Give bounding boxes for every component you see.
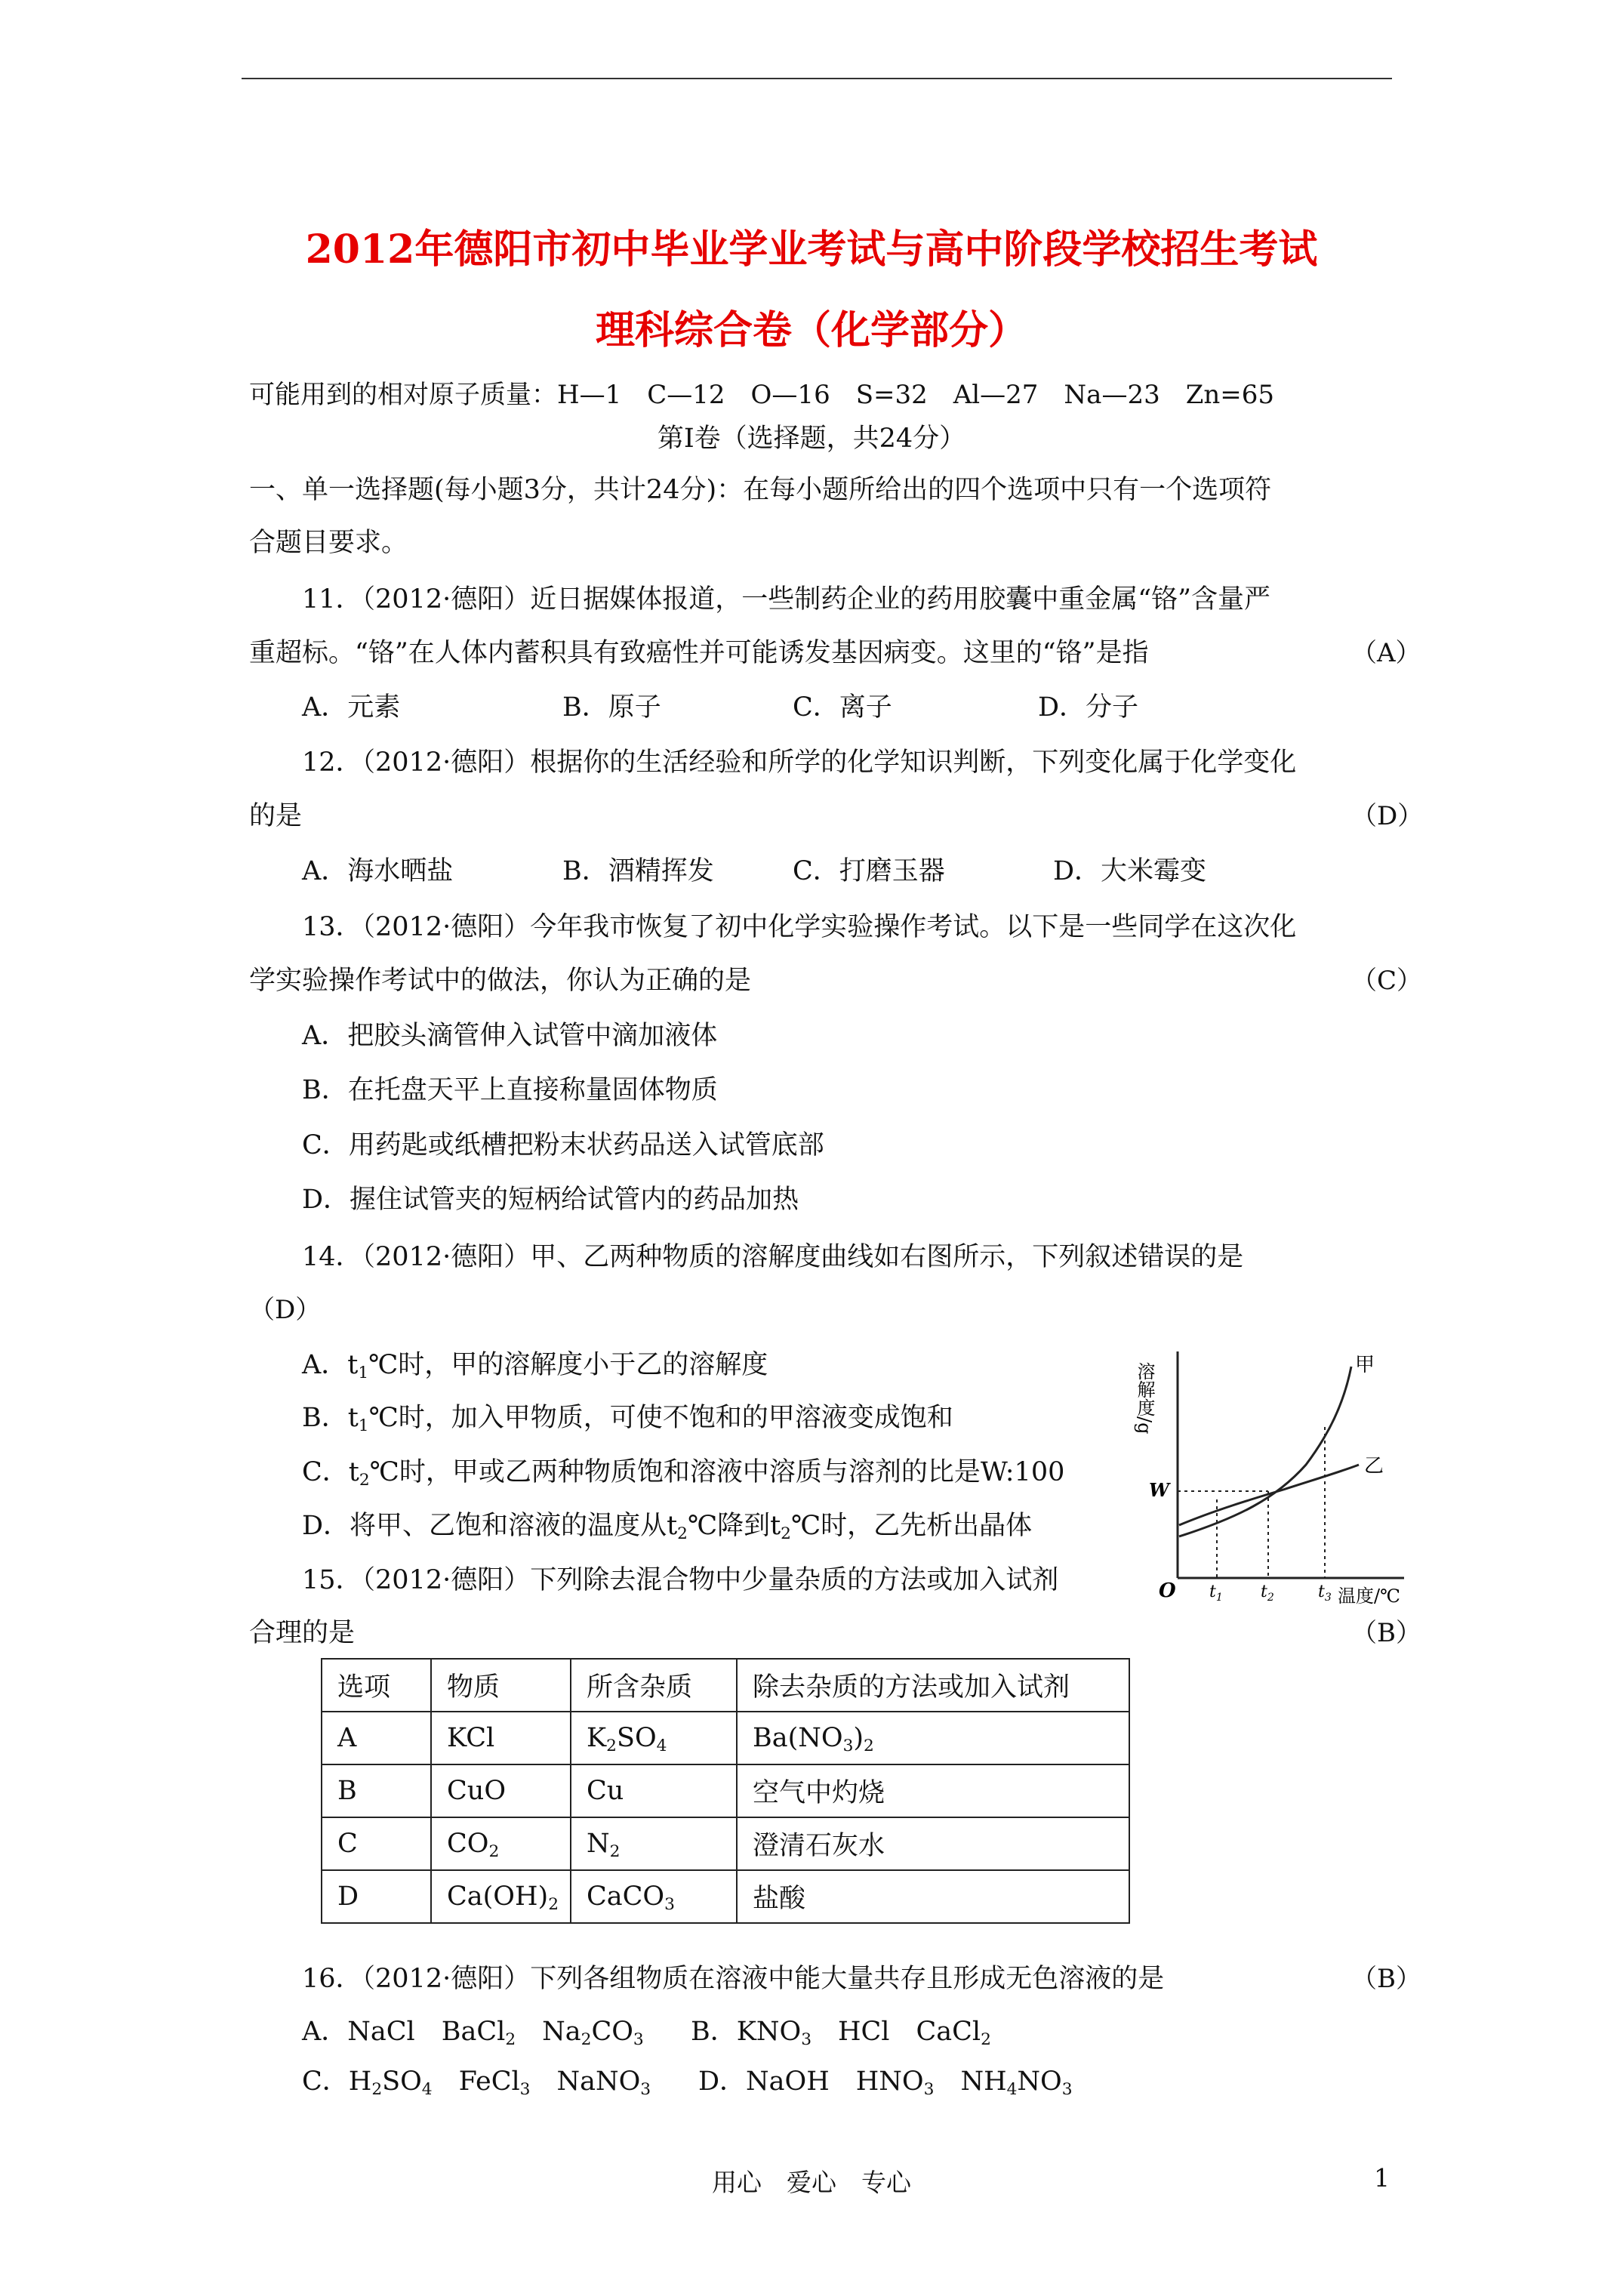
q16-option-a: A．NaCl BaCl$_2$ $Na_2CO_3$ (302, 2017, 644, 2050)
table-cell: B (322, 1764, 431, 1817)
table-header: 选项 (322, 1659, 431, 1712)
footer-motto: 用心 爱心 专心 (712, 2168, 911, 2197)
table-cell: 空气中灼烧 (737, 1764, 1129, 1817)
q12-option-c: C．打磨玉器 (793, 856, 945, 886)
curve-yi-label: 乙 (1364, 1455, 1384, 1478)
t1-label: $t_1$ (1209, 1583, 1223, 1604)
q13-answer: （C） (1351, 966, 1423, 996)
table-cell: CaCO$_3$ (571, 1870, 737, 1923)
q11-option-c: C．离子 (793, 692, 892, 723)
q12-line1: 12．（2012·德阳）根据你的生活经验和所学的化学知识判断，下列变化属于化学变化 (302, 747, 1297, 778)
q14-option-d: D．将甲、乙饱和溶液的温度从$t_2℃$降到$t_2℃$时，乙先析出晶体 (302, 1511, 1033, 1544)
y-axis-label: 溶解度/g (1134, 1362, 1155, 1435)
q11-option-d: D．分子 (1038, 692, 1139, 723)
impurity-table (321, 1658, 1130, 1924)
instruction-line1: 一、单一选择题(每小题3分，共计24分)：在每小题所给出的四个选项中只有一个选项符 (249, 475, 1272, 505)
instruction-line2: 合题目要求。 (249, 528, 408, 558)
t2-label: $t_2$ (1261, 1583, 1274, 1604)
table-cell: $CO_2$ (431, 1817, 571, 1870)
table-row (322, 1817, 1129, 1870)
q12-line2: 的是 (249, 801, 303, 831)
table-header-row (322, 1659, 1129, 1712)
table-row (322, 1870, 1129, 1923)
curve-jia-label: 甲 (1355, 1354, 1375, 1376)
table-cell: $K_2SO_4$ (571, 1712, 737, 1764)
table-cell: Cu (571, 1764, 737, 1817)
table-cell: 盐酸 (737, 1870, 1129, 1923)
q14-option-a: A．$t_1℃$时，甲的溶解度小于乙的溶解度 (302, 1350, 768, 1383)
q12-option-a: A．海水晒盐 (302, 856, 454, 886)
q14-option-c: C．$t_2℃$时，甲或乙两种物质饱和溶液中溶质与溶剂的比是W:100 (302, 1457, 1065, 1490)
table-cell: KCl (431, 1712, 571, 1764)
q16-line1: 16．（2012·德阳）下列各组物质在溶液中能大量共存且形成无色溶液的是 (302, 1964, 1165, 1994)
q13-option-b: B．在托盘天平上直接称量固体物质 (302, 1075, 718, 1105)
q11-line2: 重超标。“铬”在人体内蓄积具有致癌性并可能诱发基因病变。这里的“铬”是指 (249, 638, 1149, 668)
table-cell: $N_2$ (571, 1817, 737, 1870)
table-cell: 澄清石灰水 (737, 1817, 1129, 1870)
table-cell: $Ca(OH)_2$ (431, 1870, 571, 1923)
table-row (322, 1712, 1129, 1764)
solubility-curve-figure (1132, 1336, 1419, 1616)
table-header: 除去杂质的方法或加入试剂 (737, 1659, 1129, 1712)
atomic-masses: 可能用到的相对原子质量：H—1 C—12 O—16 S=32 Al—27 Na—23 Zn=65 (249, 380, 1274, 410)
t3-label: $t_3$ (1318, 1583, 1332, 1604)
exam-title: 2012年德阳市初中毕业学业考试与高中阶段学校招生考试 (305, 227, 1318, 273)
q14-line1: 14．（2012·德阳）甲、乙两种物质的溶解度曲线如右图所示，下列叙述错误的是 (302, 1242, 1244, 1272)
table-header: 物质 (431, 1659, 571, 1712)
w-label: W (1149, 1479, 1169, 1501)
table-cell: CuO (431, 1764, 571, 1817)
table-cell: $Ba(NO_3)_2$ (737, 1712, 1129, 1764)
q13-line1: 13．（2012·德阳）今年我市恢复了初中化学实验操作考试。以下是一些同学在这次化 (302, 912, 1297, 942)
q13-option-a: A．把胶头滴管伸入试管中滴加液体 (302, 1021, 718, 1051)
page-number: 1 (1374, 2163, 1390, 2193)
table-row (322, 1764, 1129, 1817)
q16-option-b: B．$KNO_3$ HCl CaCl$_2$ (691, 2017, 991, 2050)
curve-yi (1179, 1465, 1359, 1525)
table-header: 所含杂质 (571, 1659, 737, 1712)
q15-line1: 15．（2012·德阳）下列除去混合物中少量杂质的方法或加入试剂 (302, 1565, 1059, 1595)
q12-answer: （D） (1351, 801, 1424, 831)
q12-option-b: B．酒精挥发 (562, 856, 714, 886)
x-axis-label: 温度/℃ (1338, 1586, 1400, 1607)
q16-option-d: D．NaOH $HNO_3$ $NH_4NO_3$ (698, 2066, 1073, 2100)
q15-line2: 合理的是 (249, 1618, 356, 1648)
q14-option-b: B．$t_1℃$时，加入甲物质，可使不饱和的甲溶液变成饱和 (302, 1403, 953, 1436)
header-rule (242, 78, 1392, 79)
section-title: 第Ⅰ卷（选择题，共24分） (657, 424, 966, 454)
table-cell: D (322, 1870, 431, 1923)
q16-option-c: C．$H_2SO_4$ FeCl$_3$ NaNO$_3$ (302, 2066, 651, 2100)
q11-option-a: A．元素 (302, 692, 401, 723)
q13-option-d: D．握住试管夹的短柄给试管内的药品加热 (302, 1185, 799, 1215)
origin-label: O (1159, 1579, 1176, 1602)
q11-answer: （A） (1351, 638, 1421, 668)
q13-line2: 学实验操作考试中的做法，你认为正确的是 (249, 966, 752, 996)
q16-answer: （B） (1351, 1964, 1421, 1994)
exam-subtitle: 理科综合卷（化学部分） (595, 307, 1027, 353)
q12-option-d: D．大米霉变 (1053, 856, 1207, 886)
q14-answer: （D） (249, 1295, 322, 1325)
q15-answer: （B） (1351, 1618, 1421, 1648)
q11-option-b: B．原子 (562, 692, 661, 723)
q13-option-c: C．用药匙或纸槽把粉末状药品送入试管底部 (302, 1130, 824, 1160)
table-cell: C (322, 1817, 431, 1870)
q11-line1: 11．（2012·德阳）近日据媒体报道，一些制药企业的药用胶囊中重金属“铬”含量严 (302, 584, 1271, 615)
table-cell: A (322, 1712, 431, 1764)
